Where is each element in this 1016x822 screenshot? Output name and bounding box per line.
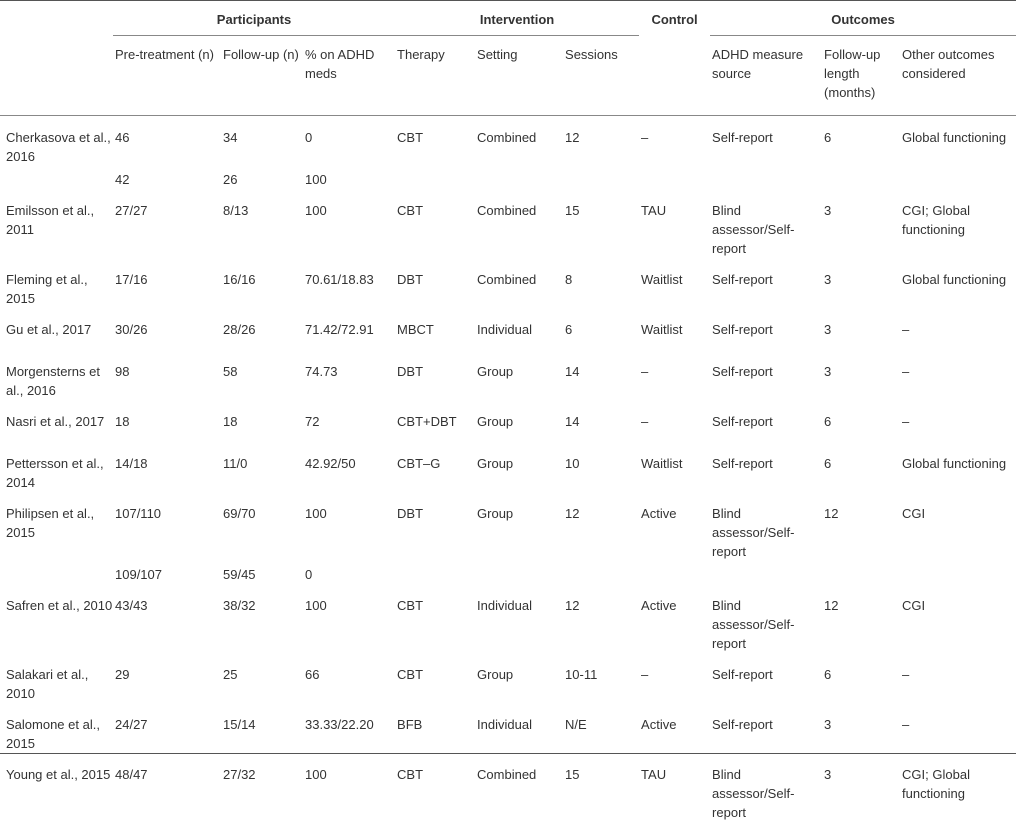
setting-cell [475, 561, 563, 584]
other-outcomes-cell: CGI [900, 492, 1016, 561]
table-row [0, 258, 1016, 308]
pre-treatment-cell: 27/27 [113, 189, 221, 258]
table-body [0, 116, 1016, 822]
table-row [0, 653, 1016, 703]
control-cell: TAU [639, 189, 710, 258]
other-outcomes-cell: Global functioning [900, 442, 1016, 492]
column-header-other-outcomes: Other outcomes considered [900, 36, 1016, 116]
column-header-row [0, 36, 1016, 116]
study-cell: Salomone et al., 2015 [0, 703, 113, 753]
column-header-pct-meds: % on ADHD meds [303, 36, 395, 116]
study-cell: Pettersson et al., 2014 [0, 442, 113, 492]
other-outcomes-cell: CGI [900, 584, 1016, 653]
sessions-cell: 12 [563, 116, 639, 167]
follow-up-cell: 8/13 [221, 189, 303, 258]
sessions-cell: 12 [563, 584, 639, 653]
therapy-cell [395, 166, 475, 189]
table-row [0, 308, 1016, 350]
study-cell: Safren et al., 2010 [0, 584, 113, 653]
group-header-blank [0, 4, 113, 36]
follow-up-length-cell: 6 [822, 442, 900, 492]
therapy-cell: DBT [395, 258, 475, 308]
setting-cell: Individual [475, 308, 563, 350]
sessions-cell: N/E [563, 703, 639, 753]
column-header-pre-treatment: Pre-treatment (n) [113, 36, 221, 116]
pct-meds-cell: 70.61/18.83 [303, 258, 395, 308]
follow-up-cell: 58 [221, 350, 303, 400]
pre-treatment-cell: 42 [113, 166, 221, 189]
control-cell: Active [639, 703, 710, 753]
setting-cell: Combined [475, 753, 563, 822]
table-row [0, 400, 1016, 442]
adhd-source-cell: Blind assessor/Self-report [710, 584, 822, 653]
follow-up-cell: 26 [221, 166, 303, 189]
table-row [0, 442, 1016, 492]
adhd-source-cell: Self-report [710, 116, 822, 167]
control-cell: TAU [639, 753, 710, 822]
study-cell [0, 561, 113, 584]
table-row [0, 189, 1016, 258]
follow-up-length-cell: 3 [822, 350, 900, 400]
pct-meds-cell: 100 [303, 753, 395, 822]
setting-cell: Combined [475, 258, 563, 308]
pct-meds-cell: 0 [303, 116, 395, 167]
control-cell: – [639, 653, 710, 703]
follow-up-length-cell: 6 [822, 116, 900, 167]
follow-up-length-cell: 3 [822, 308, 900, 350]
table-top-rule [0, 0, 1016, 1]
control-cell: Waitlist [639, 308, 710, 350]
follow-up-cell: 11/0 [221, 442, 303, 492]
column-header-follow-up-length: Follow-up length (months) [822, 36, 900, 116]
therapy-cell: CBT [395, 116, 475, 167]
follow-up-cell: 27/32 [221, 753, 303, 822]
control-cell: Waitlist [639, 258, 710, 308]
group-header-intervention: Intervention [395, 4, 639, 36]
sessions-cell: 14 [563, 350, 639, 400]
study-cell [0, 166, 113, 189]
pre-treatment-cell: 107/110 [113, 492, 221, 561]
other-outcomes-cell: – [900, 400, 1016, 442]
sessions-cell [563, 166, 639, 189]
pct-meds-cell: 74.73 [303, 350, 395, 400]
pre-treatment-cell: 98 [113, 350, 221, 400]
follow-up-length-cell: 3 [822, 258, 900, 308]
therapy-cell: CBT [395, 189, 475, 258]
pct-meds-cell: 42.92/50 [303, 442, 395, 492]
setting-cell: Combined [475, 116, 563, 167]
sessions-cell: 12 [563, 492, 639, 561]
sessions-cell: 15 [563, 753, 639, 822]
setting-cell: Group [475, 442, 563, 492]
pct-meds-cell: 71.42/72.91 [303, 308, 395, 350]
other-outcomes-cell [900, 166, 1016, 189]
setting-cell: Group [475, 653, 563, 703]
sessions-cell: 15 [563, 189, 639, 258]
column-header-study [0, 36, 113, 116]
adhd-source-cell: Self-report [710, 703, 822, 753]
control-cell: Active [639, 584, 710, 653]
column-header-sessions: Sessions [563, 36, 639, 116]
sessions-cell: 6 [563, 308, 639, 350]
setting-cell: Group [475, 492, 563, 561]
adhd-source-cell [710, 166, 822, 189]
other-outcomes-cell: CGI; Global functioning [900, 753, 1016, 822]
therapy-cell [395, 561, 475, 584]
table-row [0, 753, 1016, 822]
follow-up-cell: 34 [221, 116, 303, 167]
pct-meds-cell: 100 [303, 189, 395, 258]
therapy-cell: CBT [395, 584, 475, 653]
pre-treatment-cell: 17/16 [113, 258, 221, 308]
study-characteristics-table [0, 4, 1016, 822]
column-header-setting: Setting [475, 36, 563, 116]
pre-treatment-cell: 43/43 [113, 584, 221, 653]
group-header-participants: Participants [113, 4, 395, 36]
other-outcomes-cell: – [900, 308, 1016, 350]
pre-treatment-cell: 48/47 [113, 753, 221, 822]
table-bottom-rule [0, 753, 1016, 754]
therapy-cell: CBT+DBT [395, 400, 475, 442]
pre-treatment-cell: 46 [113, 116, 221, 167]
sessions-cell: 10-11 [563, 653, 639, 703]
study-cell: Young et al., 2015 [0, 753, 113, 822]
therapy-cell: MBCT [395, 308, 475, 350]
pct-meds-cell: 100 [303, 584, 395, 653]
pct-meds-cell: 100 [303, 492, 395, 561]
follow-up-cell: 38/32 [221, 584, 303, 653]
table-row [0, 561, 1016, 584]
study-cell: Nasri et al., 2017 [0, 400, 113, 442]
follow-up-length-cell: 12 [822, 492, 900, 561]
pct-meds-cell: 72 [303, 400, 395, 442]
study-cell: Gu et al., 2017 [0, 308, 113, 350]
follow-up-cell: 28/26 [221, 308, 303, 350]
pct-meds-cell: 66 [303, 653, 395, 703]
study-table-wrapper [0, 4, 1016, 822]
sessions-cell: 8 [563, 258, 639, 308]
pct-meds-cell: 33.33/22.20 [303, 703, 395, 753]
setting-cell: Group [475, 400, 563, 442]
other-outcomes-cell [900, 561, 1016, 584]
pre-treatment-cell: 109/107 [113, 561, 221, 584]
study-cell: Cherkasova et al., 2016 [0, 116, 113, 167]
adhd-source-cell: Self-report [710, 442, 822, 492]
setting-cell: Individual [475, 703, 563, 753]
control-cell: – [639, 350, 710, 400]
other-outcomes-cell: – [900, 350, 1016, 400]
adhd-source-cell: Self-report [710, 308, 822, 350]
control-cell: Active [639, 492, 710, 561]
adhd-source-cell: Blind assessor/Self-report [710, 753, 822, 822]
follow-up-length-cell: 6 [822, 400, 900, 442]
pct-meds-cell: 0 [303, 561, 395, 584]
other-outcomes-cell: Global functioning [900, 258, 1016, 308]
adhd-source-cell: Self-report [710, 258, 822, 308]
control-cell: – [639, 116, 710, 167]
adhd-source-cell [710, 561, 822, 584]
control-cell [639, 561, 710, 584]
group-header-outcomes: Outcomes [710, 4, 1016, 36]
follow-up-length-cell: 3 [822, 189, 900, 258]
column-header-therapy: Therapy [395, 36, 475, 116]
pre-treatment-cell: 24/27 [113, 703, 221, 753]
group-header-control: Control [639, 4, 710, 36]
therapy-cell: BFB [395, 703, 475, 753]
adhd-source-cell: Self-report [710, 350, 822, 400]
pre-treatment-cell: 18 [113, 400, 221, 442]
follow-up-length-cell: 6 [822, 653, 900, 703]
sessions-cell: 14 [563, 400, 639, 442]
other-outcomes-cell: – [900, 653, 1016, 703]
follow-up-length-cell [822, 561, 900, 584]
table-row [0, 492, 1016, 561]
setting-cell: Combined [475, 189, 563, 258]
setting-cell: Individual [475, 584, 563, 653]
pre-treatment-cell: 29 [113, 653, 221, 703]
table-row [0, 584, 1016, 653]
other-outcomes-cell: CGI; Global functioning [900, 189, 1016, 258]
group-header-row [0, 4, 1016, 36]
follow-up-length-cell [822, 166, 900, 189]
adhd-source-cell: Self-report [710, 400, 822, 442]
pre-treatment-cell: 14/18 [113, 442, 221, 492]
other-outcomes-cell: – [900, 703, 1016, 753]
sessions-cell [563, 561, 639, 584]
follow-up-cell: 25 [221, 653, 303, 703]
table-row [0, 166, 1016, 189]
follow-up-length-cell: 3 [822, 703, 900, 753]
column-header-control [639, 36, 710, 116]
adhd-source-cell: Self-report [710, 653, 822, 703]
pct-meds-cell: 100 [303, 166, 395, 189]
pre-treatment-cell: 30/26 [113, 308, 221, 350]
control-cell: – [639, 400, 710, 442]
setting-cell: Group [475, 350, 563, 400]
table-row [0, 703, 1016, 753]
adhd-source-cell: Blind assessor/Self-report [710, 492, 822, 561]
study-cell: Emilsson et al., 2011 [0, 189, 113, 258]
control-cell: Waitlist [639, 442, 710, 492]
follow-up-cell: 16/16 [221, 258, 303, 308]
therapy-cell: CBT [395, 753, 475, 822]
therapy-cell: DBT [395, 350, 475, 400]
study-cell: Fleming et al., 2015 [0, 258, 113, 308]
therapy-cell: CBT [395, 653, 475, 703]
table-row [0, 116, 1016, 167]
study-cell: Philipsen et al., 2015 [0, 492, 113, 561]
follow-up-length-cell: 12 [822, 584, 900, 653]
follow-up-cell: 69/70 [221, 492, 303, 561]
sessions-cell: 10 [563, 442, 639, 492]
control-cell [639, 166, 710, 189]
study-cell: Salakari et al., 2010 [0, 653, 113, 703]
follow-up-cell: 18 [221, 400, 303, 442]
column-header-adhd-source: ADHD measure source [710, 36, 822, 116]
adhd-source-cell: Blind assessor/Self-report [710, 189, 822, 258]
column-header-follow-up: Follow-up (n) [221, 36, 303, 116]
therapy-cell: DBT [395, 492, 475, 561]
follow-up-cell: 59/45 [221, 561, 303, 584]
study-cell: Morgensterns et al., 2016 [0, 350, 113, 400]
therapy-cell: CBT–G [395, 442, 475, 492]
other-outcomes-cell: Global functioning [900, 116, 1016, 167]
setting-cell [475, 166, 563, 189]
table-row [0, 350, 1016, 400]
follow-up-cell: 15/14 [221, 703, 303, 753]
follow-up-length-cell: 3 [822, 753, 900, 822]
